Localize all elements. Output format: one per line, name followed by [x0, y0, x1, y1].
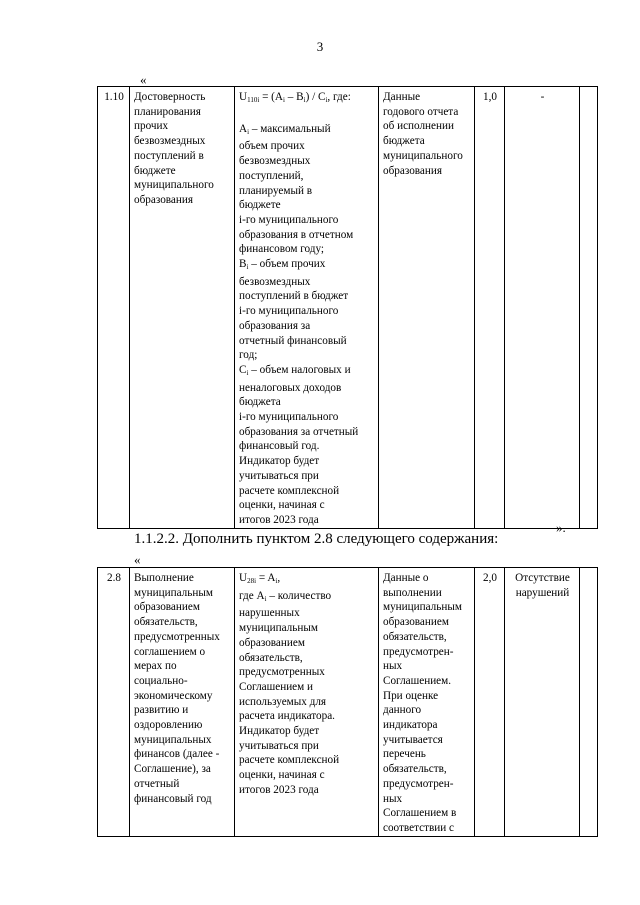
indicator-number: 1.10 — [98, 87, 130, 529]
indicator-source: Данные о выполнении муниципальным образованием обязательств, предусмотрен- ных Соглашением. При оценке данного индикатора учитывается перечень обязательств, предусмотрен- ных Соглашением в соответствии с — [379, 568, 475, 837]
opening-quote-2: « — [134, 552, 141, 567]
indicator-table-1110 — [97, 86, 598, 529]
opening-quote-1: « — [140, 72, 147, 87]
formula-head: $U_{110i} = (A_i - B_i) / C_i$, где: — [239, 91, 351, 104]
indicator-name: Достоверность планирования прочих безвозмездных поступлений в бюджете муниципального образования — [130, 87, 235, 529]
page-number: 3 — [316, 39, 324, 54]
formula-head: $U_{28i} = A_i$, — [239, 572, 281, 585]
indicator-formula: $U_{28i} = A_i$, где $A_i$ – количество нарушенных муниципальным образованием обязательств, предусмотренных Соглашением и используемых для расчета индикатора. Индикатор будет учитываться при расчете комплексной оценки, начиная с итогов 2023 года — [235, 568, 379, 837]
indicator-weight: 1,0 — [475, 87, 505, 529]
indicator-formula: $U_{110i} = (A_i - B_i) / C_i$, где: $A_i$ – максимальный объем прочих безвозмездных поступлений, планируемый в бюджете i-го муниципального образования в отчетном финансовом году; $B_i$ – объем прочих безвозмездных поступлений в бюджет i-го муниципального образования за отчетный финансовый год; $C_i$ – объем налоговых и неналоговых доходов бюджета i-го муниципального образования за отчетный финансовый год. Индикатор будет учитываться при расчете комплексной оценки, начиная с итогов 2023 года — [235, 87, 379, 529]
indicator-note: - — [505, 87, 580, 529]
indicator-weight: 2,0 — [475, 568, 505, 837]
indicator-note: Отсутствие нарушений — [505, 568, 580, 837]
indicator-name: Выполнение муниципальным образованием обязательств, предусмотренных соглашением о мерах по социально- экономическому развитию и оздоровлению муниципальных финансов (далее - Соглашение), за отчетный финансовый год — [130, 568, 235, 837]
indicator-number: 2.8 — [98, 568, 130, 837]
indicator-table-28 — [97, 567, 598, 837]
closing-quote: ». — [556, 520, 566, 535]
section-heading: 1.1.2.2. Дополнить пунктом 2.8 следующего содержания: — [134, 531, 499, 547]
indicator-source: Данные годового отчета об исполнении бюджета муниципального образования — [379, 87, 475, 529]
empty-cell — [580, 87, 598, 529]
empty-cell — [580, 568, 598, 837]
